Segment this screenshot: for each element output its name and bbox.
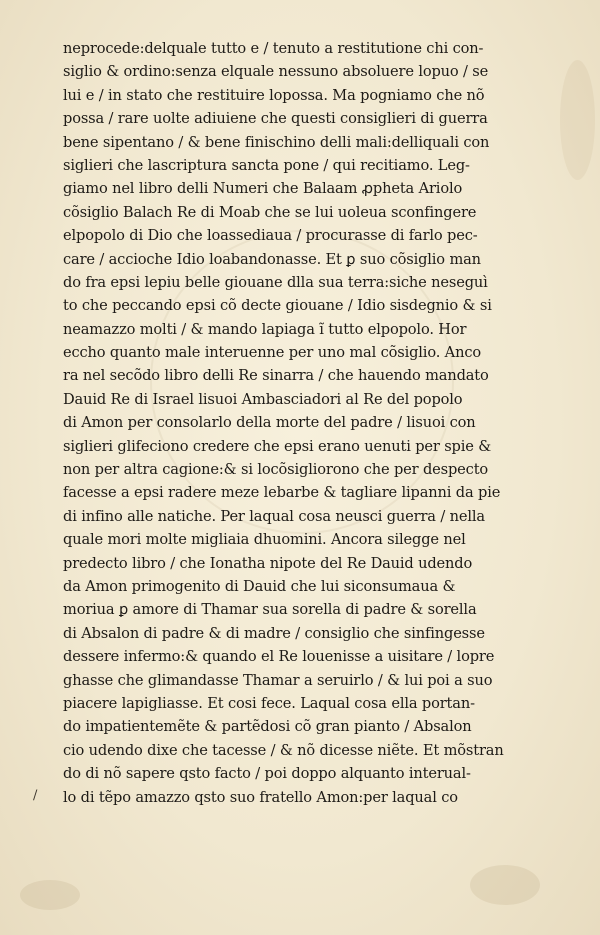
text-line: di Amon per consolarlo della morte del padre / lisuoi con: [63, 414, 476, 432]
text-line: elpopolo di Dio che loassediaua / procurasse di farlo pec-: [63, 227, 478, 245]
margin-mark: /: [33, 788, 38, 803]
page-stain: [20, 880, 80, 910]
text-line: quale mori molte migliaia dhuomini. Ancora silegge nel: [63, 531, 466, 549]
text-line: cõsiglio Balach Re di Moab che se lui uoleua sconfingere: [63, 203, 477, 221]
text-line: ra nel secõdo libro delli Re sinarra / che hauendo mandato: [63, 367, 489, 385]
text-line: piacere lapigliasse. Et cosi fece. Laqual cosa ella portan-: [63, 694, 475, 712]
text-line: siglio & ordino:senza elquale nessuno absoluere lopuo / se: [63, 63, 489, 81]
text-line: cio udendo dixe che tacesse / & nõ dicesse niẽte. Et mõstran: [63, 741, 504, 759]
text-line: siglieri glifeciono credere che epsi erano uenuti per spie &: [63, 437, 492, 455]
text-block: [63, 37, 503, 809]
text-line: care / acciochе Idio loabandonasse. Et ꝑ suo cõsiglio man: [63, 250, 481, 268]
text-line: bene sipentano / & bene finischino delli mali:delliquali con: [63, 133, 490, 151]
text-line: di Absalon di padre & di madre / consiglio che sinfingesse: [63, 624, 485, 642]
text-line: siglieri che lascriptura sancta pone / qui recitiamo. Leg-: [63, 156, 470, 174]
text-line: non per altra cagione:& si locõsigliorono che per despecto: [63, 461, 489, 479]
text-line: neamazzo molti / & mando lapiaga ĩ tutto elpopolo. Hor: [63, 320, 467, 338]
text-line: predecto libro / che Ionatha nipote del Re Dauid udendo: [63, 554, 473, 572]
text-line: giamo nel libro delli Numeri che Balaam ꝓpheta Ariolo: [63, 180, 463, 198]
text-line: do fra epsi lepiu belle giouane dlla sua terra:siche neseguì: [63, 273, 488, 291]
text-line: lui e / in stato che restituire lopossa. Ma pogniamo che nõ: [63, 86, 485, 104]
text-line: to che peccando epsi cõ decte giouane / Idio sisdegnio & si: [63, 297, 492, 315]
text-line: di infino alle natiche. Per laqual cosa neusci guerra / nella: [63, 507, 485, 525]
text-line: neprocede:delquale tutto e / tenuto a restitutione chi con-: [63, 40, 484, 57]
text-line: ghasse che glimandasse Thamar a seruirlo / & lui poi a suo: [63, 671, 493, 689]
text-line: dessere infermo:& quando el Re louenisse a uisitare / lopre: [63, 648, 495, 666]
page-stain: [560, 60, 595, 180]
text-line: da Amon primogenito di Dauid che lui siconsumaua &: [63, 577, 456, 595]
text-line: eccho quanto male interuenne per uno mal cõsiglio. Anco: [63, 344, 481, 362]
text-line: lo di tẽpo amazzo qsto suo fratello Amon:per laqual co: [63, 788, 458, 806]
text-line: possa / rare uolte adiuiene che questi consiglieri di guerra: [63, 110, 488, 128]
text-line: Dauid Re di Israel lisuoi Ambasciadori al Re del popolo: [63, 390, 463, 408]
text-line: facesse a epsi radere meze lebarbe & tagliare lipanni da pie: [63, 484, 501, 502]
page-stain: [470, 865, 540, 905]
text-line: do impatientemẽte & partẽdosi cõ gran pianto / Absalon: [63, 718, 472, 736]
text-line: do di nõ sapere qsto facto / poi doppo alquanto interual-: [63, 765, 471, 783]
text-line: moriua ꝑ amore di Thamar sua sorella di padre & sorella: [63, 601, 477, 619]
